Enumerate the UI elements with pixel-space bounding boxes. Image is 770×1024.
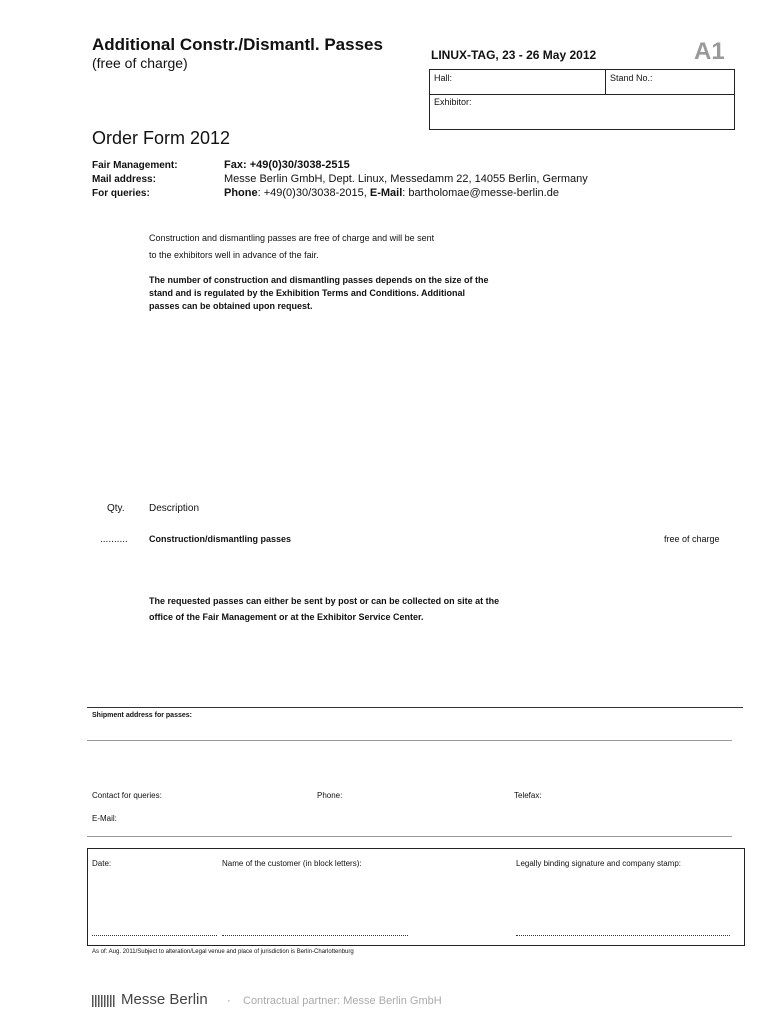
legal-note: As of: Aug. 2011/Subject to alteration/Legal venue and place of jurisdiction is Berlin-Charlottenburg	[92, 949, 354, 955]
hall-row	[430, 70, 734, 95]
messe-berlin-logo: Messe Berlin	[121, 991, 208, 1008]
contractual-partner: Contractual partner: Messe Berlin GmbH	[243, 995, 442, 1007]
intro-text-1: Construction and dismantling passes are free of charge and will be sent	[149, 233, 435, 243]
footer-separator: ·	[227, 995, 231, 1007]
mail-address-value: Messe Berlin GmbH, Dept. Linux, Messedamm 22, 14055 Berlin, Germany	[224, 173, 588, 185]
shipment-address-field[interactable]	[87, 740, 732, 741]
intro-text-2: to the exhibitors well in advance of the fair.	[149, 250, 319, 260]
stand-field[interactable]: Stand No.:	[610, 73, 653, 83]
exhibitor-field[interactable]: Exhibitor:	[434, 97, 472, 107]
date-label: Date:	[92, 859, 112, 868]
date-input[interactable]	[92, 935, 217, 936]
item-description: Construction/dismantling passes	[149, 534, 292, 544]
fax-line	[224, 159, 350, 171]
mail-address-label: Mail address:	[92, 174, 156, 185]
event-name: LINUX-TAG, 23 - 26 May 2012	[431, 48, 597, 62]
phone-value: : +49(0)30/3038-2015,	[257, 187, 370, 199]
order-form-title: Order Form 2012	[92, 128, 231, 148]
phone-field-label[interactable]: Phone:	[317, 791, 343, 800]
phone-label: Phone	[224, 187, 258, 199]
queries-label: For queries:	[92, 188, 150, 199]
shipment-top-rule	[87, 707, 743, 708]
signature-input[interactable]	[516, 935, 730, 936]
email-field-rule	[87, 836, 732, 837]
customer-name-input[interactable]	[222, 935, 408, 936]
form-subtitle: (free of charge)	[92, 55, 188, 71]
email-label: E-Mail	[369, 187, 403, 199]
hall-divider	[605, 70, 606, 94]
fax-label: Fax:	[224, 159, 247, 171]
contact-label[interactable]: Contact for queries:	[92, 791, 162, 800]
description-header: Description	[149, 503, 200, 514]
shipment-address-label: Shipment address for passes:	[92, 712, 192, 719]
customer-name-label: Name of the customer (in block letters):	[222, 859, 362, 868]
item-price: free of charge	[664, 534, 720, 544]
qty-input[interactable]: ..........	[100, 534, 128, 545]
hall-stand-box	[429, 69, 735, 130]
qty-header: Qty.	[107, 503, 125, 514]
hall-field[interactable]: Hall:	[434, 73, 453, 83]
delivery-note: The requested passes can either be sent by post or can be collected on site at the office of the Fair Management or at the Exhibitor Service Center.	[149, 596, 500, 622]
fax-value: +49(0)30/3038-2515	[249, 159, 350, 171]
telefax-label[interactable]: Telefax:	[514, 791, 542, 800]
form-code: A1	[694, 38, 725, 65]
rules-text: The number of construction and dismantling passes depends on the size of the stand and is regulated by the Exhibition Terms and Conditions. Additional passes can be obtained upon request.	[149, 275, 489, 311]
email-value[interactable]: : bartholomae@messe-berlin.de	[402, 187, 559, 199]
fair-management-label: Fair Management:	[92, 160, 178, 171]
queries-line	[224, 187, 559, 199]
form-title: Additional Constr./Dismantl. Passes	[92, 35, 383, 54]
signature-label: Legally binding signature and company stamp:	[516, 859, 681, 868]
signature-box	[87, 848, 745, 946]
messe-berlin-logo-icon	[92, 995, 116, 1007]
email-field-label[interactable]: E-Mail:	[92, 814, 117, 823]
